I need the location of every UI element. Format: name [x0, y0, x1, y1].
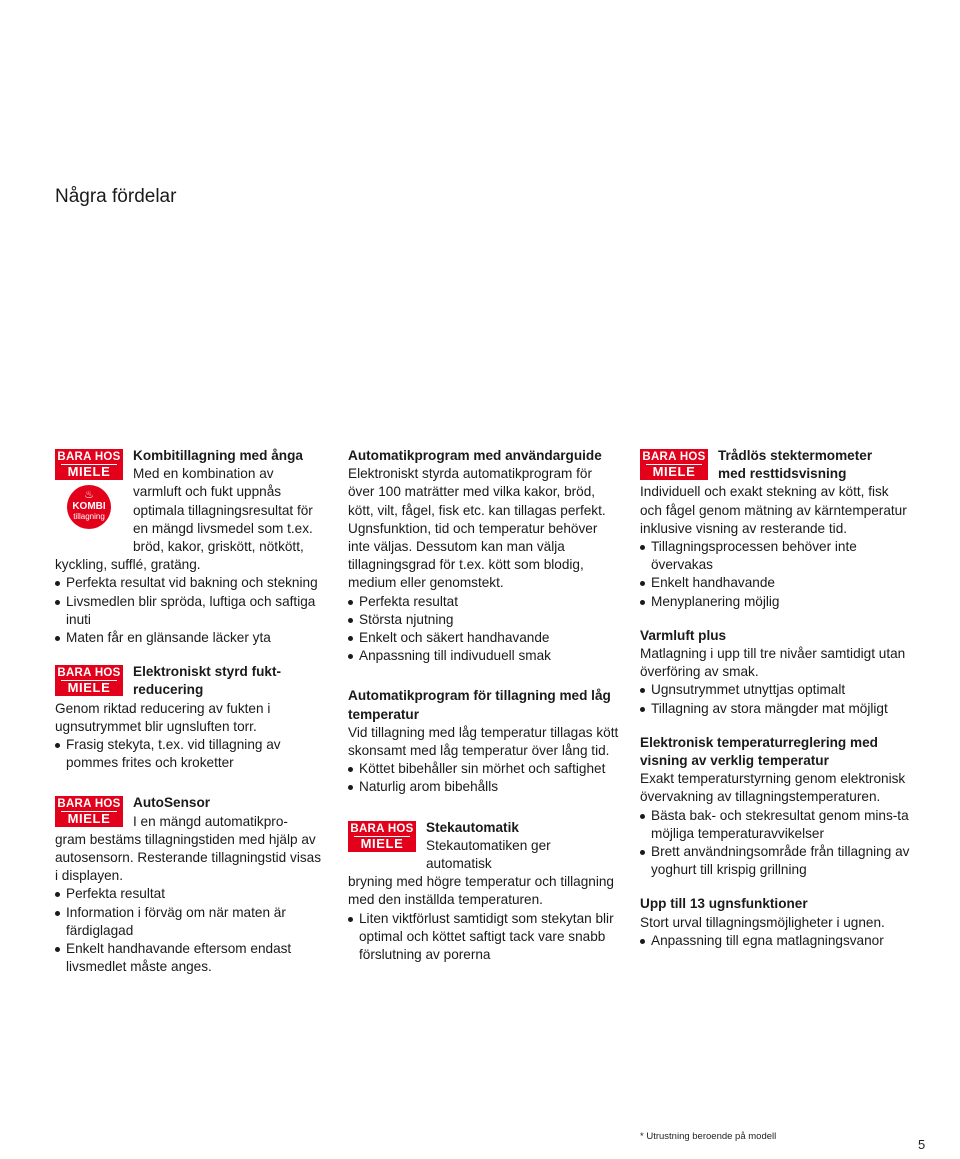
bullet-item: Anpassning till egna matlagningsvanor: [640, 932, 912, 950]
section-text: Stort urval tillagningsmöjligheter i ugnen.: [640, 914, 885, 930]
bullet-list: [640, 681, 912, 717]
text-line: en mängd livsmedel som t.ex.: [133, 520, 313, 536]
bullet-list: [55, 574, 327, 647]
text-line: I en mängd automatikpro-: [133, 813, 288, 829]
bullet-item: Enkelt handhavande eftersom endast livsmedlet måste anges.: [55, 940, 327, 976]
section-text: Vid tillagning med låg temperatur tillagas kött skonsamt med låg temperatur över lång tid.: [348, 724, 619, 759]
section-title: Elektroniskt styrd fukt-: [133, 664, 282, 680]
tempreg-section: [640, 734, 912, 880]
bullet-item: Tillagningsprocessen behöver inte övervakas: [640, 538, 912, 574]
section-title: Trådlös stektermometer: [718, 448, 873, 463]
text-line: kyckling, sufflé, gratäng.: [55, 557, 201, 573]
bullet-item: Perfekta resultat: [55, 885, 327, 903]
section-title: Stekautomatik: [426, 819, 519, 835]
varmluft-section: [640, 627, 912, 718]
bullet-item: Ugnsutrymmet utnyttjas optimalt: [640, 681, 912, 699]
section-title: Elektronisk temperaturreglering med visning av verklig temperatur: [640, 734, 878, 769]
column-2: [348, 447, 620, 980]
section-title: AutoSensor: [133, 795, 211, 811]
bara-hos-miele-badge: BARA HOS MIELE: [640, 449, 708, 480]
text-line: bröd, kakor, griskött, nötkött,: [133, 539, 304, 555]
autosensor-section: [55, 794, 327, 976]
wireless-section: [640, 447, 912, 611]
column-1: [55, 447, 327, 992]
bara-hos-miele-badge: BARA HOS MIELE: [55, 449, 123, 480]
page-heading: Några fördelar: [55, 186, 177, 207]
kombi-tillagning-icon: ♨ KOMBI tillagning: [67, 485, 111, 529]
section-title: Upp till 13 ugnsfunktioner: [640, 896, 808, 912]
bullet-item: Perfekta resultat vid bakning och stekning: [55, 574, 327, 592]
text-line: varmluft och fukt uppnås: [133, 484, 282, 500]
bullet-list: [348, 910, 620, 965]
section-title: Varmluft plus: [640, 627, 727, 643]
section-text: Matlagning i upp till tre nivåer samtidigt utan överföring av smak.: [640, 646, 906, 680]
kombi-section: [55, 447, 327, 647]
bullet-item: Menyplanering möjlig: [640, 593, 912, 611]
section-text: Individuell och exakt stekning av kött, fisk och fågel genom mätning av kärntemperatur inklusive visning av resterande tid.: [640, 484, 907, 536]
userguide-section: [348, 447, 620, 665]
bara-hos-miele-badge: BARA HOS MIELE: [55, 665, 123, 696]
bara-hos-miele-badge: BARA HOS MIELE: [55, 796, 123, 827]
bullet-item: Största njutning: [348, 611, 620, 629]
bullet-item: Bästa bak- och stekresultat genom mins-ta möjliga temperaturavvikelser: [640, 807, 912, 843]
lowtemp-section: [348, 687, 620, 796]
bullet-list: [55, 885, 327, 976]
bullet-list: [348, 760, 620, 796]
section-title-cont: med resttidsvisning: [718, 466, 847, 482]
bullet-item: Maten får en glänsande läcker yta: [55, 629, 327, 647]
bullet-item: Brett användningsområde från tillagning av yoghurt till krispig grillning: [640, 843, 912, 879]
section-text: bryning med högre temperatur och tillagning med den inställda temperaturen.: [348, 874, 614, 908]
stek-section: [348, 819, 620, 965]
fukt-section: [55, 663, 327, 772]
bullet-item: Anpassning till indivuduell smak: [348, 647, 620, 665]
page-number: 5: [918, 1137, 926, 1152]
bara-hos-miele-badge: BARA HOS MIELE: [348, 821, 416, 852]
bullet-item: Enkelt handhavande: [640, 574, 912, 592]
bullet-item: Information i förväg om när maten är färdiglagad: [55, 904, 327, 940]
text-line: Med en kombination av: [133, 466, 274, 482]
section-text: Exakt temperaturstyrning genom elektronisk övervakning av tillagningstemperaturen.: [640, 771, 906, 805]
bullet-item: Köttet bibehåller sin mörhet och saftighet: [348, 760, 620, 778]
bullet-list: [640, 932, 912, 950]
bullet-item: Naturlig arom bibehålls: [348, 778, 620, 796]
section-text: Elektroniskt styrda automatikprogram för över 100 maträtter med vilka kakor, bröd, kött, vilt, fågel, fisk etc. kan tillagas perfekt. Ugnsfunktion, tid och temperatur behöver inte väljas. Dessutom kan man välja tillagningsgrad för t.ex. kött som blodig, medium eller genomstekt.: [348, 466, 606, 591]
section-title-cont: reducering: [133, 682, 204, 698]
bullet-item: Livsmedlen blir spröda, luftiga och saftiga inuti: [55, 593, 327, 629]
bullet-item: Tillagning av stora mängder mat möjligt: [640, 700, 912, 718]
text-line: Stekautomatiken ger automatisk: [426, 837, 551, 872]
bullet-item: Perfekta resultat: [348, 593, 620, 611]
footnote: * Utrustning beroende på modell: [640, 1131, 777, 1142]
bullet-list: [348, 593, 620, 666]
column-3: [640, 447, 912, 966]
bullet-item: Liten viktförlust samtidigt som stekytan blir optimal och köttet saftigt tack vare snabb förslutning av porerna: [348, 910, 620, 965]
text-line: optimala tillagningsresultat för: [133, 502, 313, 518]
bullet-list: [640, 538, 912, 611]
section-title: Automatikprogram med användarguide: [348, 448, 602, 463]
bullet-list: [640, 807, 912, 880]
bullet-item: Enkelt och säkert handhavande: [348, 629, 620, 647]
section-title: Automatikprogram för tillagning med låg temperatur: [348, 688, 611, 722]
section-title: Kombitillagning med ånga: [133, 448, 303, 463]
bullet-item: Frasig stekyta, t.ex. vid tillagning av pommes frites och kroketter: [55, 736, 327, 772]
bullet-list: [55, 736, 327, 772]
functions-section: [640, 895, 912, 950]
section-text: Genom riktad reducering av fukten i ugnsutrymmet blir ugnsluften torr.: [55, 700, 271, 734]
section-text: gram bestäms tillagningstiden med hjälp av autosensorn. Resterande tillagningstid visas i displayen.: [55, 831, 321, 884]
